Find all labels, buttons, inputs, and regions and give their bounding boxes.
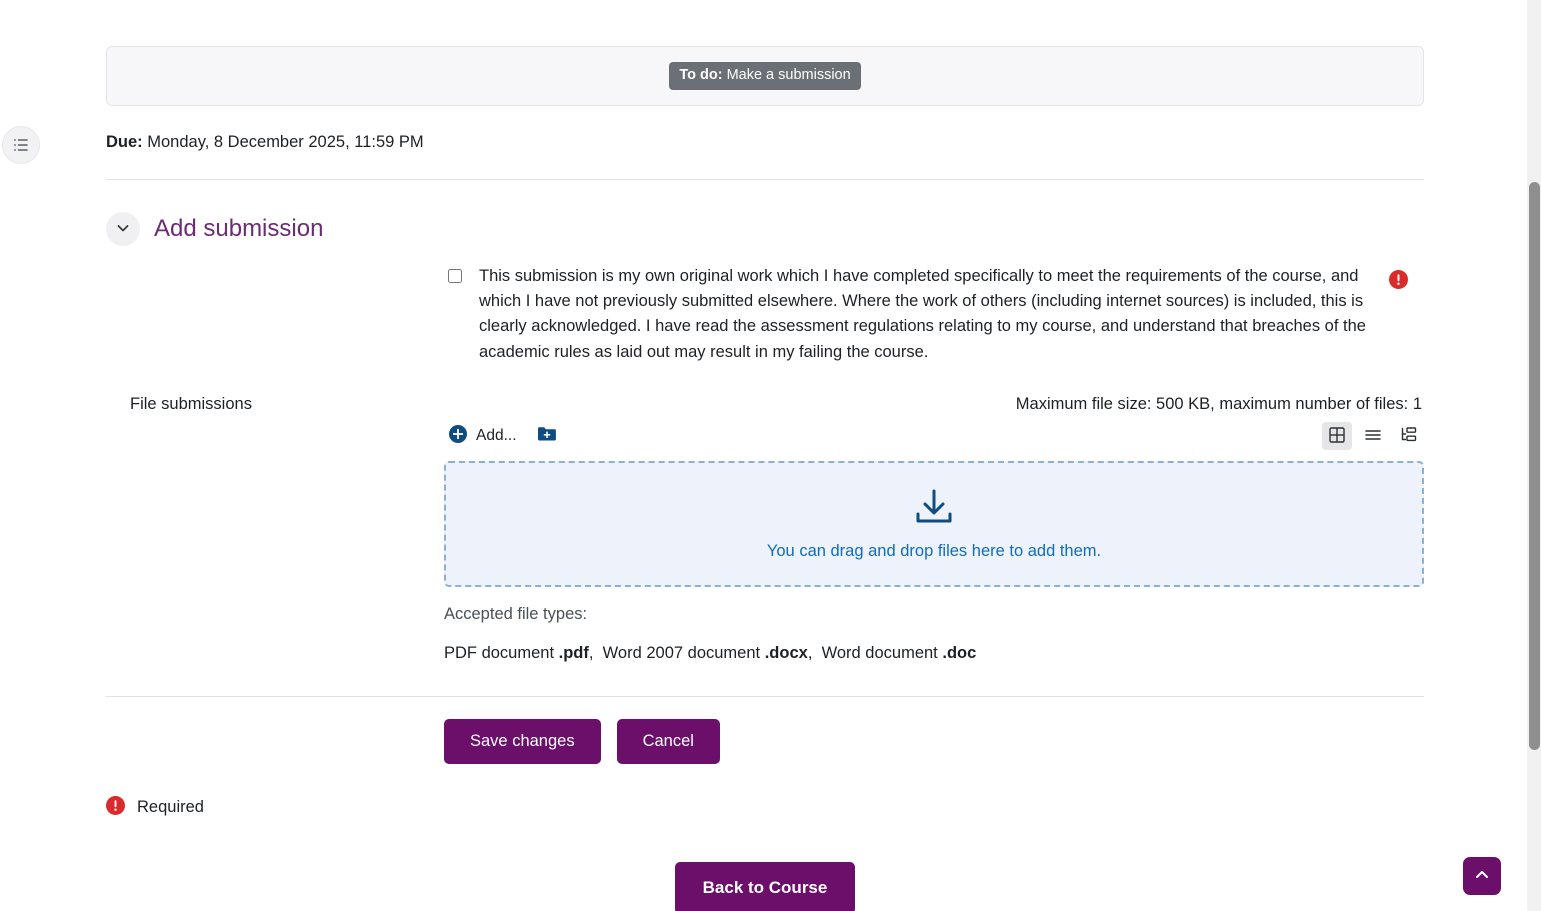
form-actions	[106, 719, 1424, 764]
max-file-info: Maximum file size: 500 KB, maximum number of files: 1	[1015, 394, 1422, 413]
cancel-button[interactable]: Cancel	[617, 719, 720, 764]
back-to-course-wrap	[106, 862, 1424, 911]
accepted-types-title: Accepted file types:	[444, 604, 588, 623]
grid-view-icon	[1328, 426, 1346, 447]
status-badge-text: Make a submission	[726, 67, 851, 84]
declaration-text: This submission is my own original work which I have completed specifically to meet the requirements of the course, and which I have not previously submitted elsewhere. Where the work of others (including internet sources) is included, this is clearly acknowledged. I have read the assessment regulations relating to my course, and understand that breaches of the academic rules as laid out may result in my failing the course.	[479, 267, 1366, 361]
file-manager	[444, 395, 1424, 663]
collapse-toggle-button[interactable]	[106, 212, 140, 246]
declaration-row	[106, 264, 1424, 365]
accepted-type-ext-2: .doc	[942, 643, 977, 662]
main-content	[106, 0, 1424, 911]
list-view-button[interactable]	[1358, 422, 1388, 450]
file-dropzone[interactable]	[444, 461, 1424, 587]
accepted-type-sep-1: ,	[807, 643, 813, 662]
view-switcher	[1322, 422, 1424, 450]
declaration-checkbox[interactable]	[448, 269, 462, 283]
filepicker-toolbar	[444, 422, 1424, 451]
submission-form	[106, 264, 1424, 911]
course-index-drawer-toggle[interactable]	[2, 126, 40, 164]
divider-top	[106, 179, 1424, 180]
required-exclamation-icon	[1389, 270, 1408, 289]
add-file-button[interactable]	[444, 422, 521, 451]
tree-view-icon	[1400, 426, 1418, 447]
create-folder-icon	[537, 425, 557, 448]
page-title: Add submission	[154, 215, 324, 242]
due-date-label: Due:	[106, 133, 143, 151]
accepted-type-name-0: PDF document	[444, 643, 555, 662]
download-arrow-icon	[911, 487, 957, 532]
list-view-icon	[1364, 426, 1382, 447]
status-badge	[669, 62, 860, 89]
activity-status-banner	[106, 46, 1424, 106]
grid-view-button[interactable]	[1322, 422, 1352, 450]
chevron-down-icon	[115, 220, 131, 239]
required-legend	[106, 796, 1424, 820]
back-to-course-button[interactable]: Back to Course	[675, 862, 856, 911]
tree-view-button[interactable]	[1394, 422, 1424, 450]
required-legend-label: Required	[137, 798, 204, 817]
file-submissions-label: File submissions	[130, 394, 252, 413]
dropzone-text: You can drag and drop files here to add them.	[766, 541, 1102, 560]
add-file-icon	[448, 424, 468, 449]
accepted-type-name-2: Word document	[821, 643, 938, 662]
list-icon	[12, 136, 30, 154]
accepted-type-name-1: Word 2007 document	[602, 643, 761, 662]
scroll-to-top-button[interactable]	[1463, 857, 1501, 895]
due-date	[106, 133, 1424, 152]
divider-actions	[106, 696, 1424, 697]
add-submission-header	[106, 212, 1424, 246]
due-date-value: Monday, 8 December 2025, 11:59 PM	[147, 133, 424, 151]
accepted-types-list	[444, 644, 1424, 663]
status-badge-label: To do:	[679, 67, 723, 84]
save-changes-button[interactable]: Save changes	[444, 719, 601, 764]
page-scrollbar-thumb[interactable]	[1529, 182, 1540, 750]
accepted-type-ext-1: .docx	[764, 643, 808, 662]
page-scrollbar-track[interactable]	[1527, 0, 1541, 911]
chevron-up-icon	[1473, 866, 1491, 887]
accepted-type-sep-0: ,	[588, 643, 594, 662]
required-exclamation-icon	[106, 796, 125, 820]
file-submissions-row	[106, 395, 1424, 663]
accepted-type-ext-0: .pdf	[558, 643, 589, 662]
add-file-label: Add...	[476, 427, 517, 445]
create-folder-button[interactable]	[533, 423, 561, 450]
declaration-field	[444, 264, 1424, 365]
